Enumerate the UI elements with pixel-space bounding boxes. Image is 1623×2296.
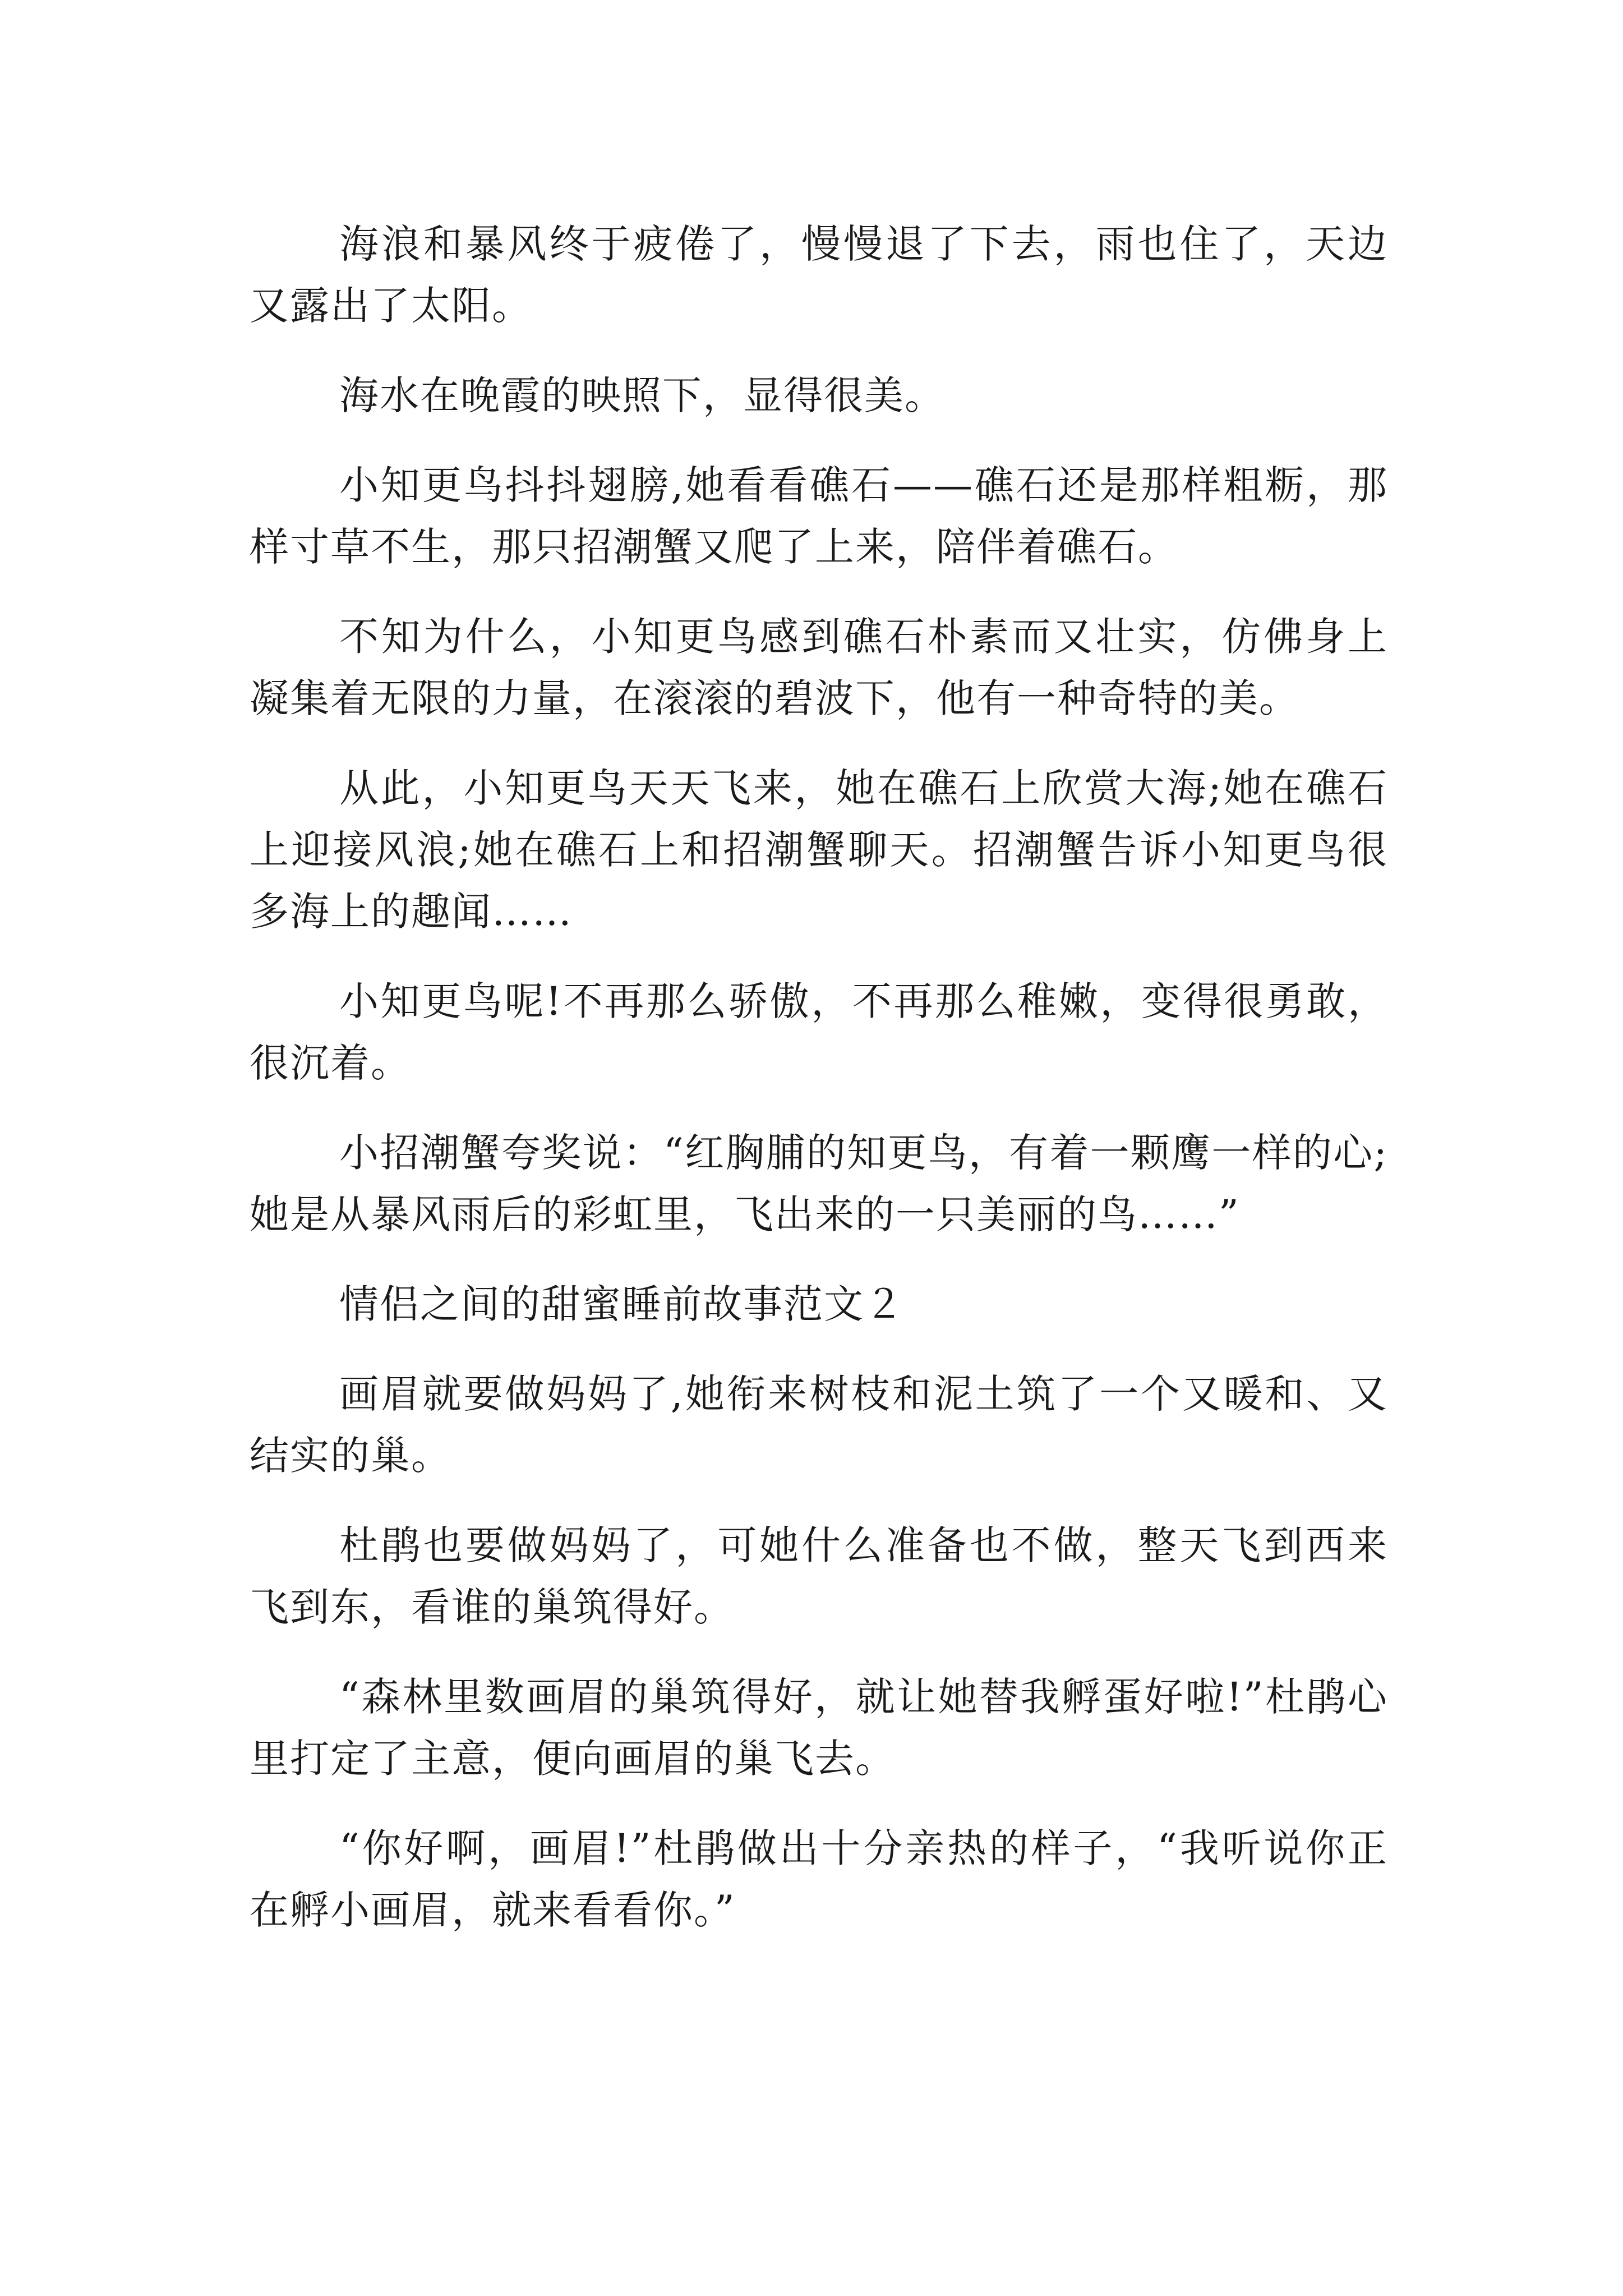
paragraph-9: 画眉就要做妈妈了,她衔来树枝和泥土筑了一个又暖和、又结实的巢。 [250,1371,1388,1479]
paragraph-7: 小招潮蟹夸奖说：“红胸脯的知更鸟，有着一颗鹰一样的心;她是从暴风雨后的彩虹里，飞出来的一只美丽的鸟……” [250,1130,1388,1237]
paragraph-5: 从此，小知更鸟天天飞来，她在礁石上欣赏大海;她在礁石上迎接风浪;她在礁石上和招潮蟹聊天。招潮蟹告诉小知更鸟很多海上的趣闻…… [250,765,1388,935]
section-heading: 情侣之间的甜蜜睡前故事范文２ [339,1281,905,1327]
paragraph-11: “森林里数画眉的巢筑得好，就让她替我孵蛋好啦!”杜鹃心里打定了主意，便向画眉的巢飞去。 [250,1674,1388,1782]
paragraph-12: “你好啊，画眉!”杜鹃做出十分亲热的样子，“我听说你正在孵小画眉，就来看看你。” [250,1825,1388,1933]
paragraph-6: 小知更鸟呢!不再那么骄傲，不再那么稚嫩，变得很勇敢，很沉着。 [250,978,1388,1086]
paragraph-3: 小知更鸟抖抖翅膀,她看看礁石——礁石还是那样粗粝，那样寸草不生，那只招潮蟹又爬了上来，陪伴着礁石。 [250,462,1388,570]
paragraph-2: 海水在晚霞的映照下，显得很美。 [339,372,945,418]
document-body [250,213,1388,1969]
paragraph-1: 海浪和暴风终于疲倦了，慢慢退了下去，雨也住了，天边又露出了太阳。 [250,221,1388,329]
paragraph-10: 杜鹃也要做妈妈了，可她什么准备也不做，整天飞到西来飞到东，看谁的巢筑得好。 [250,1522,1388,1630]
paragraph-4: 不知为什么，小知更鸟感到礁石朴素而又壮实，仿佛身上凝集着无限的力量，在滚滚的碧波下，他有一种奇特的美。 [250,614,1388,721]
